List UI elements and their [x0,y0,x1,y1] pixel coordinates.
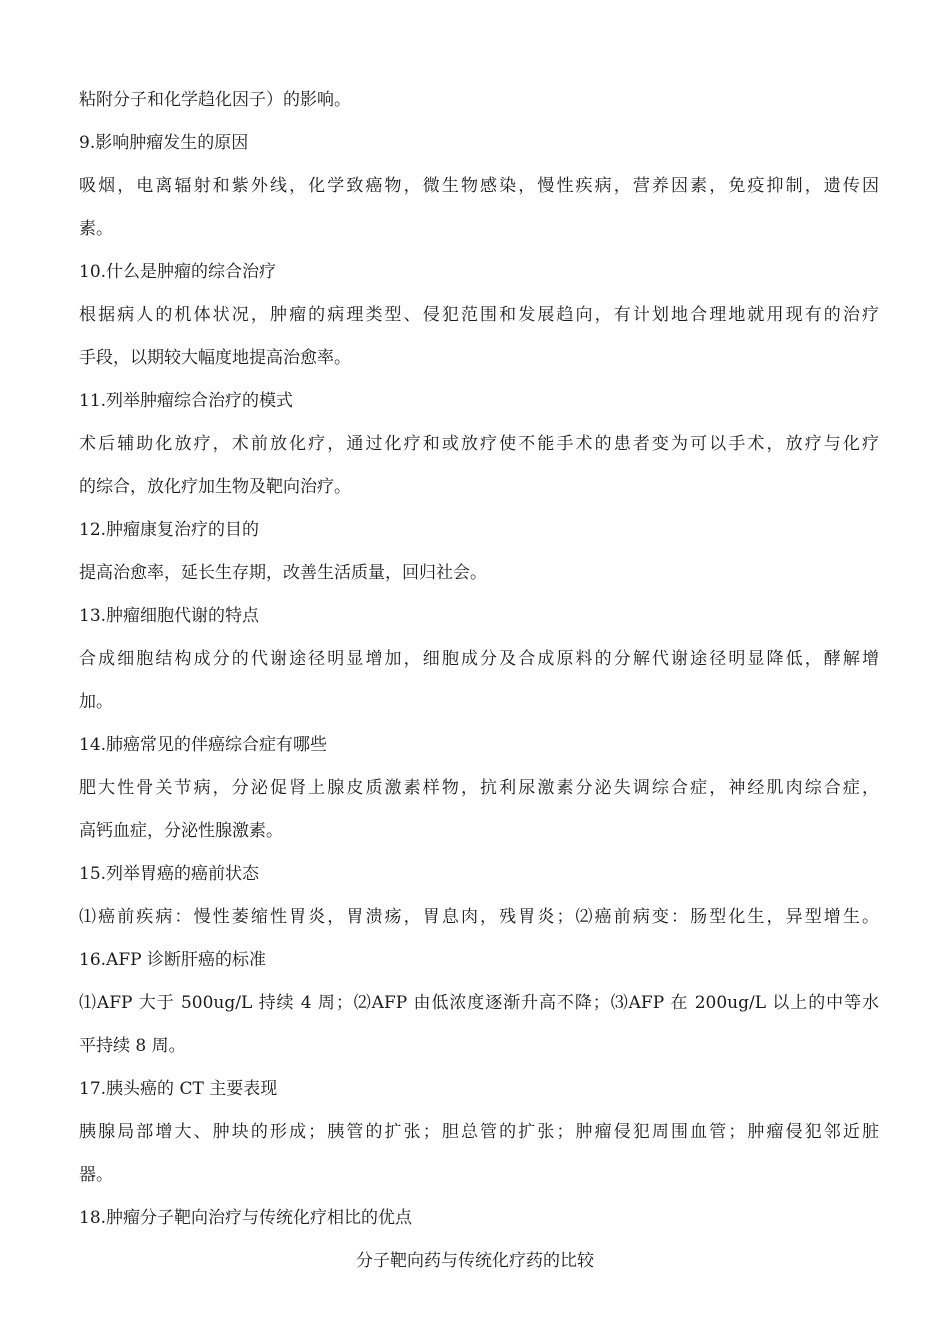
text-line: 术后辅助化放疗，术前放化疗，通过化疗和或放疗使不能手术的患者变为可以手术，放疗与化疗 [79,434,879,454]
text-line: 合成细胞结构成分的代谢途径明显增加，细胞成分及合成原料的分解代谢途径明显降低，酵解增 [79,649,879,669]
text-line: 素。 [79,219,113,239]
question-heading: 14.肺癌常见的伴癌综合症有哪些 [79,735,328,755]
text-line: 根据病人的机体状况，肿瘤的病理类型、侵犯范围和发展趋向，有计划地合理地就用现有的治疗 [79,305,879,325]
text-line: 器。 [79,1165,113,1185]
text-line: 提高治愈率，延长生存期，改善生活质量，回归社会。 [79,563,487,583]
question-heading: 10.什么是肿瘤的综合治疗 [79,262,277,282]
text-line: 肥大性骨关节病，分泌促肾上腺皮质激素样物，抗利尿激素分泌失调综合症，神经肌肉综合症， [79,778,879,798]
question-heading: 11.列举肿瘤综合治疗的模式 [79,391,294,411]
text-line: 的综合，放化疗加生物及靶向治疗。 [79,477,351,497]
question-heading: 15.列举胃癌的癌前状态 [79,864,260,884]
question-heading: 18.肿瘤分子靶向治疗与传统化疗相比的优点 [79,1208,413,1228]
text-line: 手段，以期较大幅度地提高治愈率。 [79,348,351,368]
text-line: 加。 [79,692,113,712]
table-caption: 分子靶向药与传统化疗药的比较 [356,1251,594,1271]
text-line: 平持续 8 周。 [79,1036,186,1056]
question-heading: 16.AFP 诊断肝癌的标准 [79,950,266,970]
text-line: 高钙血症，分泌性腺激素。 [79,821,283,841]
question-heading: 9.影响肿瘤发生的原因 [79,133,249,153]
text-line: ⑴癌前疾病：慢性萎缩性胃炎，胃溃疡，胃息肉，残胃炎；⑵癌前病变：肠型化生，异型增生。 [79,907,879,927]
text-line: ⑴AFP 大于 500ug/L 持续 4 周；⑵AFP 由低浓度逐渐升高不降；⑶AFP 在 200ug/L 以上的中等水 [79,993,879,1013]
text-line: 吸烟，电离辐射和紫外线，化学致癌物，微生物感染，慢性疾病，营养因素，免疫抑制，遗传因 [79,176,879,196]
text-line: 粘附分子和化学趋化因子）的影响。 [79,90,351,110]
text-line: 胰腺局部增大、肿块的形成；胰管的扩张；胆总管的扩张；肿瘤侵犯周围血管；肿瘤侵犯邻近脏 [79,1122,879,1142]
question-heading: 17.胰头癌的 CT 主要表现 [79,1079,278,1099]
question-heading: 12.肿瘤康复治疗的目的 [79,520,260,540]
question-heading: 13.肿瘤细胞代谢的特点 [79,606,260,626]
